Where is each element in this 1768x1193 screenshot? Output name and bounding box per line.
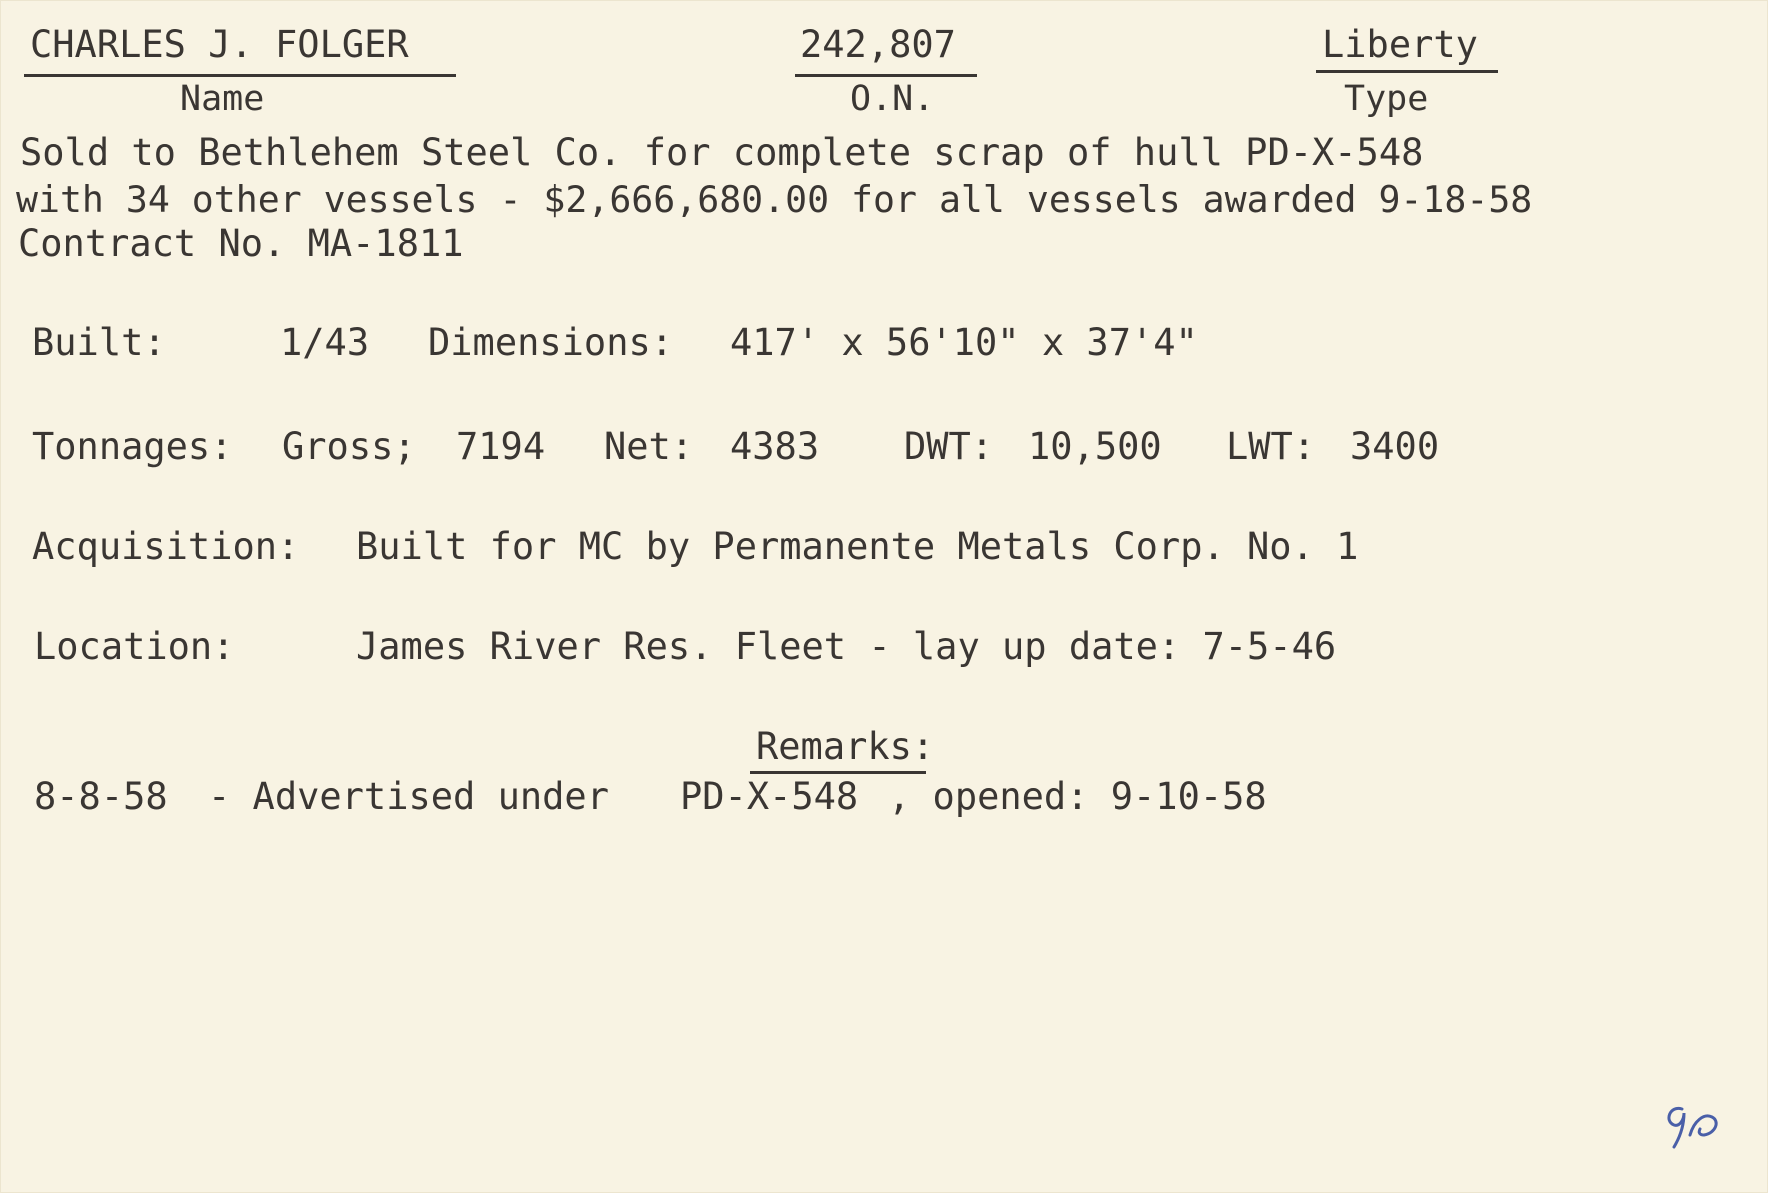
- acquisition-label: Acquisition:: [32, 525, 300, 568]
- tonnages-label: Tonnages:: [32, 425, 233, 468]
- remarks-underline: [750, 771, 926, 774]
- vessel-name: CHARLES J. FOLGER: [30, 23, 409, 66]
- vessel-type-underline: [1316, 70, 1498, 73]
- location-value: James River Res. Fleet - lay up date: 7-5-46: [356, 625, 1337, 668]
- vessel-type-label: Type: [1344, 79, 1429, 119]
- remarks-entry-ref: PD-X-548: [680, 775, 859, 818]
- sale-line-2: with 34 other vessels - $2,666,680.00 for all vessels awarded 9-18-58: [16, 178, 1533, 221]
- net-label: Net:: [604, 425, 694, 468]
- dimensions-label: Dimensions:: [428, 321, 674, 364]
- sale-line-1: Sold to Bethlehem Steel Co. for complete scrap of hull PD-X-548: [20, 131, 1424, 174]
- gross-value: 7194: [456, 425, 546, 468]
- official-number-label: O.N.: [850, 79, 935, 119]
- official-number: 242,807: [800, 23, 956, 66]
- acquisition-value: Built for MC by Permanente Metals Corp. No. 1: [356, 525, 1359, 568]
- dwt-label: DWT:: [904, 425, 994, 468]
- lwt-value: 3400: [1350, 425, 1440, 468]
- dwt-value: 10,500: [1028, 425, 1162, 468]
- location-label: Location:: [34, 625, 235, 668]
- dimensions-value: 417' x 56'10" x 37'4": [730, 321, 1198, 364]
- net-value: 4383: [730, 425, 820, 468]
- official-number-underline: [795, 74, 977, 77]
- vessel-type: Liberty: [1322, 23, 1478, 66]
- built-date: 1/43: [280, 321, 370, 364]
- built-label: Built:: [32, 321, 166, 364]
- vessel-name-underline: [24, 74, 456, 77]
- gross-label: Gross;: [282, 425, 416, 468]
- handwritten-initials-mark: [1660, 1095, 1738, 1155]
- remarks-entry-text: - Advertised under: [208, 775, 609, 818]
- remarks-entry-date: 8-8-58: [34, 775, 168, 818]
- remarks-label: Remarks:: [756, 725, 935, 768]
- lwt-label: LWT:: [1226, 425, 1316, 468]
- contract-number: Contract No. MA-1811: [18, 222, 464, 265]
- remarks-entry-tail: , opened: 9-10-58: [888, 775, 1267, 818]
- vessel-name-label: Name: [180, 79, 265, 119]
